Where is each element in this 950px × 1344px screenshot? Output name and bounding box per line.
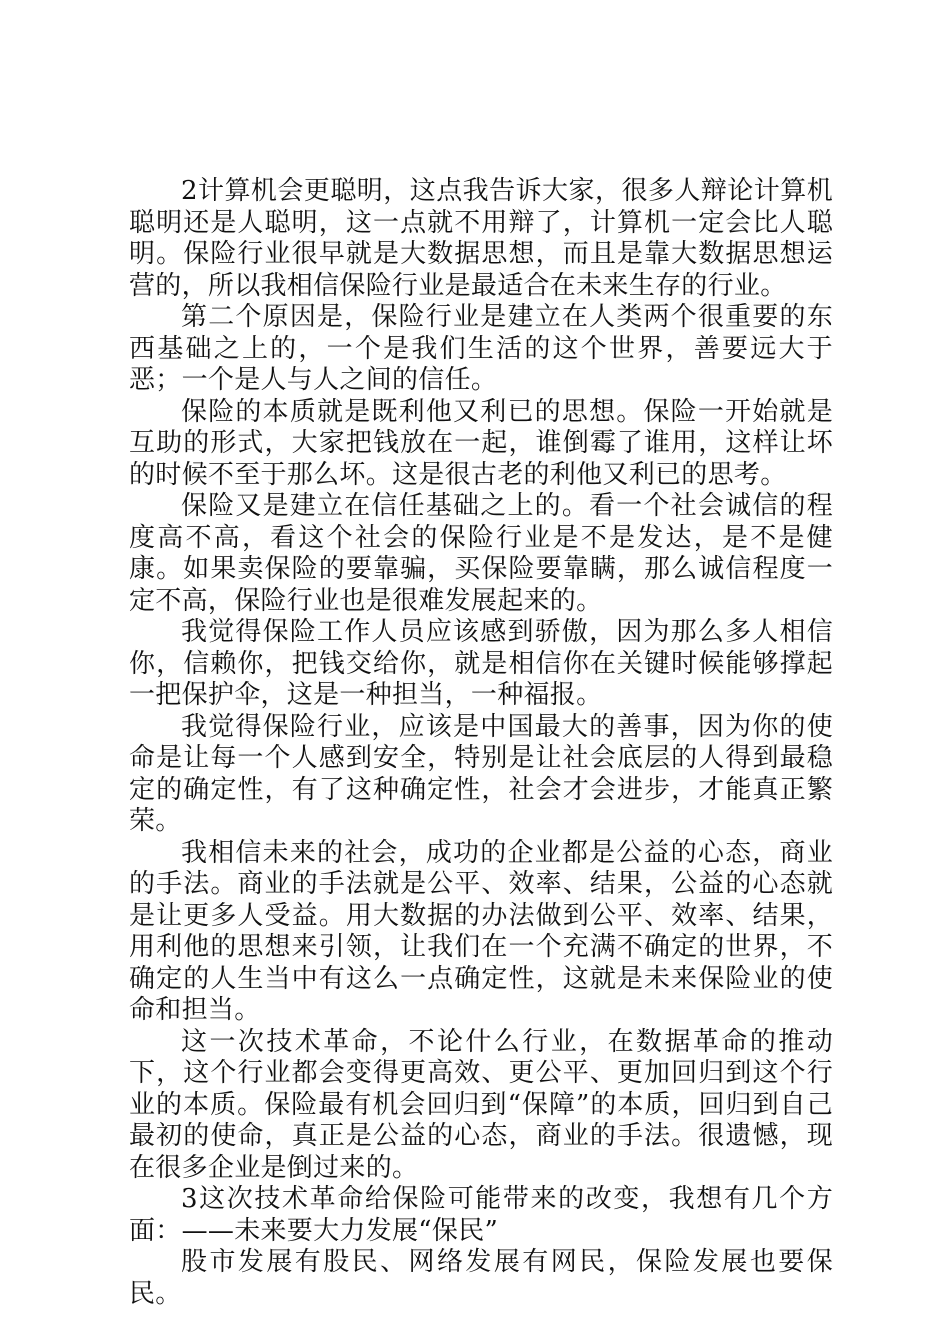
- paragraph-4: 保险又是建立在信任基础之上的。看一个社会诚信的程度高不高，看这个社会的保险行业是不是发达，是不是健康。如果卖保险的要靠骗，买保险要靠瞒，那么诚信程度一定不高，保险行业也是很难发展起来的。: [129, 491, 833, 616]
- paragraph-2: 第二个原因是，保险行业是建立在人类两个很重要的东西基础之上的，一个是我们生活的这个世界，善要远大于恶；一个是人与人之间的信任。: [129, 302, 833, 395]
- paragraph-7: 我相信未来的社会，成功的企业都是公益的心态，商业的手法。商业的手法就是公平、效率、结果，公益的心态就是让更多人受益。用大数据的办法做到公平、效率、结果，用利他的思想来引领，让我们在一个充满不确定的世界，不确定的人生当中有这么一点确定性，这就是未来保险业的使命和担当。: [129, 837, 833, 1025]
- paragraph-8: 这一次技术革命，不论什么行业，在数据革命的推动下，这个行业都会变得更高效、更公平、更加回归到这个行业的本质。保险最有机会回归到“保障”的本质，回归到自己最初的使命，真正是公益的心态，商业的手法。很遗憾，现在很多企业是倒过来的。: [129, 1026, 833, 1183]
- paragraph-1: 2计算机会更聪明，这点我告诉大家，很多人辩论计算机聪明还是人聪明，这一点就不用辩了，计算机一定会比人聪明。保险行业很早就是大数据思想，而且是靠大数据思想运营的，所以我相信保险行业是最适合在未来生存的行业。: [129, 176, 833, 301]
- document-body: [129, 176, 833, 1310]
- paragraph-9: 3这次技术革命给保险可能带来的改变，我想有几个方面：——未来要大力发展“保民”: [129, 1184, 833, 1246]
- paragraph-10: 股市发展有股民、网络发展有网民，保险发展也要保民。: [129, 1247, 833, 1309]
- paragraph-3: 保险的本质就是既利他又利已的思想。保险一开始就是互助的形式，大家把钱放在一起，谁倒霉了谁用，这样让坏的时候不至于那么坏。这是很古老的利他又利已的思考。: [129, 396, 833, 490]
- paragraph-5: 我觉得保险工作人员应该感到骄傲，因为那么多人相信你，信赖你，把钱交给你，就是相信你在关键时候能够撑起一把保护伞，这是一种担当，一种福报。: [129, 617, 833, 710]
- paragraph-6: 我觉得保险行业，应该是中国最大的善事，因为你的使命是让每一个人感到安全，特别是让社会底层的人得到最稳定的确定性，有了这种确定性，社会才会进步，才能真正繁荣。: [129, 711, 833, 836]
